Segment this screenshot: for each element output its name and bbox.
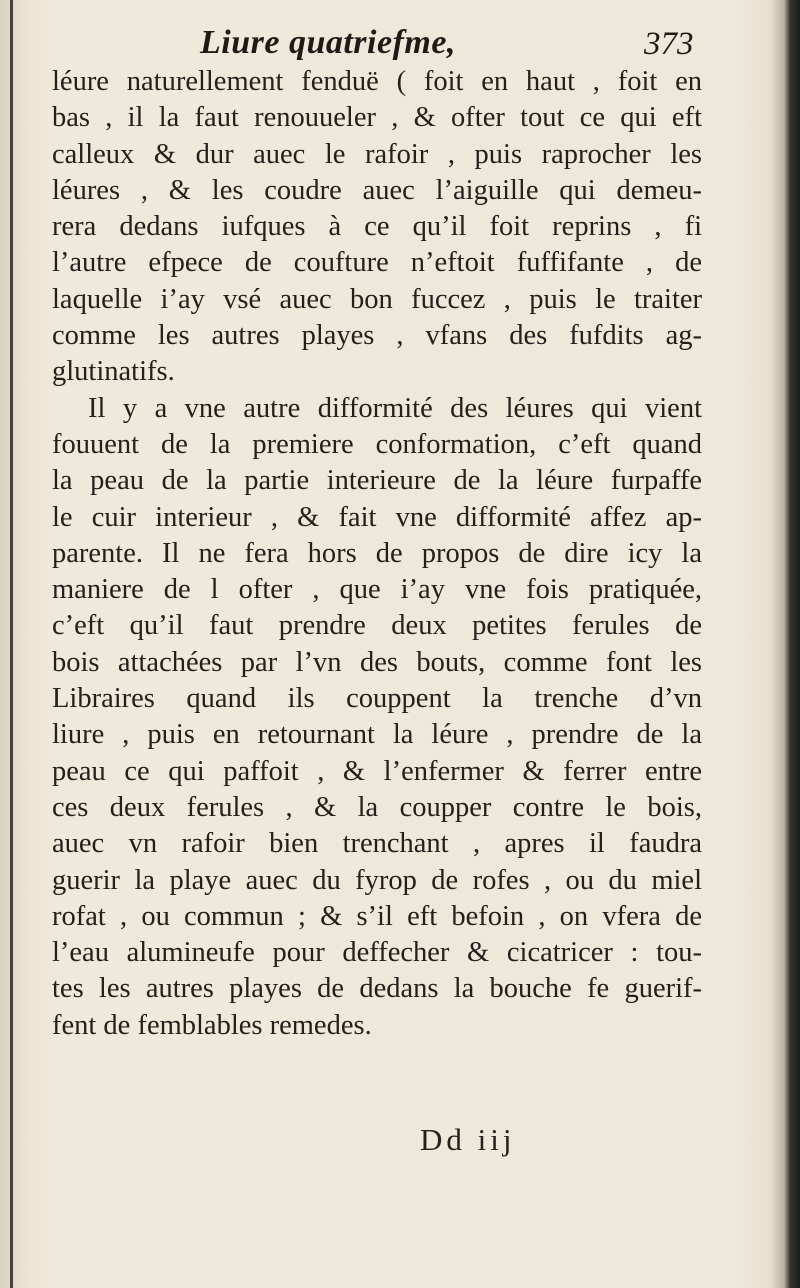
page-edge-rule [10, 0, 13, 1288]
text-line: tes les autres playes de dedans la bouche fe guerif- [52, 973, 702, 1005]
signature-mark: Dd iij [420, 1122, 516, 1157]
text-line: la peau de la partie interieure de la léure furpaffe [52, 465, 702, 497]
text-line: comme les autres playes , vfans des fufdits ag- [52, 320, 702, 352]
text-line: c’eft qu’il faut prendre deux petites ferules de [52, 610, 702, 642]
text-line: rofat , ou commun ; & s’il eft befoin , on vfera de [52, 900, 702, 932]
text-line: laquelle i’ay vsé auec bon fuccez , puis le traiter [52, 283, 702, 315]
text-line: calleux & dur auec le rafoir , puis raprocher les [52, 138, 702, 170]
text-line: maniere de l ofter , que i’ay vne fois pratiquée, [52, 574, 702, 606]
text-line: Il y a vne autre difformité des léures qui vient [88, 392, 702, 424]
page-number: 373 [644, 26, 694, 62]
text-line: l’eau alumineufe pour deffecher & cicatricer : tou- [52, 937, 702, 969]
running-title: Liure quatriefme, [200, 24, 456, 61]
text-line: le cuir interieur , & fait vne difformité affez ap- [52, 501, 702, 533]
text-line: liure , puis en retournant la léure , prendre de la [52, 719, 702, 751]
text-line: rera dedans iufques à ce qu’il foit reprins , fi [52, 211, 702, 243]
text-line: peau ce qui paffoit , & l’enfermer & ferrer entre [52, 755, 702, 787]
text-line: fouuent de la premiere conformation, c’eft quand [52, 428, 702, 460]
text-line: glutinatifs. [52, 356, 175, 388]
text-line: fent de femblables remedes. [52, 1009, 372, 1041]
text-line: guerir la playe auec du fyrop de rofes , ou du miel [52, 864, 702, 896]
text-line: bas , il la faut renouueler , & ofter tout ce qui eft [52, 102, 702, 134]
text-line: l’autre efpece de coufture n’eftoit fuffifante , de [52, 247, 702, 279]
text-line: bois attachées par l’vn des bouts, comme font les [52, 646, 702, 678]
body-text [52, 64, 702, 1044]
text-line: parente. Il ne fera hors de propos de dire icy la [52, 537, 702, 569]
text-line: Libraires quand ils couppent la trenche d’vn [52, 683, 702, 715]
text-line: léures , & les coudre auec l’aiguille qui demeu- [52, 174, 702, 206]
text-line: ces deux ferules , & la coupper contre le bois, [52, 791, 702, 823]
text-line: auec vn rafoir bien trenchant , apres il faudra [52, 828, 702, 860]
text-line: léure naturellement fenduë ( foit en haut , foit en [52, 66, 702, 97]
